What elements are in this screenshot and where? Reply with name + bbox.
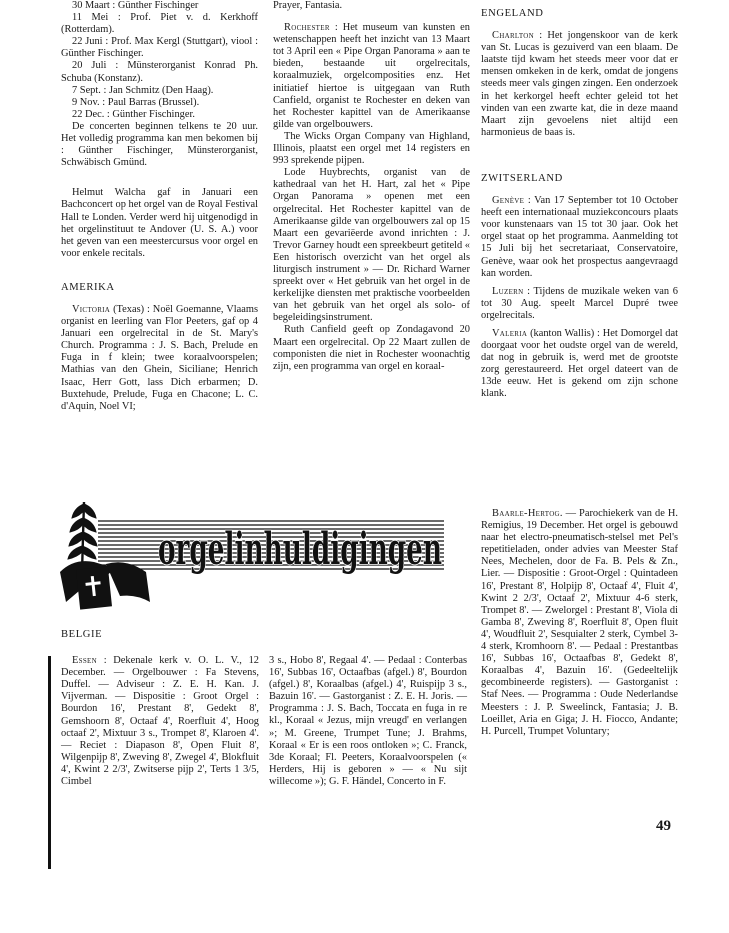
section-heading-zwitserland: ZWITSERLAND: [481, 172, 563, 184]
schedule-line: 22 Dec. : Günther Fischinger.: [72, 108, 195, 120]
geneve-paragraph: [481, 195, 678, 280]
luzern-paragraph: [481, 286, 678, 322]
rochester-text: : Het museum van kunsten en wetenschappen heeft het inzicht van 13 Maart tot 3 April een « Pipe Organ Panorama » aan te bieden, bestaande uit orgelrecitals, koraalmuziek, orgelcomposities enz. Het initiatief hiertoe is uitgegaan van Ruth Canfield, organist te Rochester en deken van het Rochester kapittel van de Amerikaanse gilde van orgelbouwers.: [273, 22, 470, 130]
section-banner: [58, 494, 444, 612]
essen-continued: 3 s., Hobo 8', Regaal 4'. — Pedaal : Conterbas 16', Subbas 16', Octaafbas (afgel.) 8', Bourdon (afgel.) 8', Koraalbas (afgel.) 4', Ruispijp 3 s., Bazuin 16'. — Gastorganist : Z. E. H. Joris. — Programma : J. S. Bach, Toccata en fuga in re kl., Koraal « Jezus, mijn vreugd' en verlangen »; M. Greene, Trumpet Tune; J. Brahms, Koraal « Er is een roos ontloken »; C. Franck, 3de Koraal; Fl. Peeters, Koraalvoorspelen (« Herders, Hij is geboren » — « Nu sijt willecome »); G. F. Händel, Concerto in F.: [269, 655, 467, 787]
schedule-line: 7 Sept. : Jan Schmitz (Den Haag).: [72, 84, 214, 96]
page-number: 49: [656, 818, 671, 834]
concerts-paragraph: De concerten beginnen telkens te 20 uur. Het volledig programma kan men bekomen bij : Günther Fischinger, Münsterorganist, Schwäbisch Gmünd.: [61, 120, 258, 169]
column-left-bottom: [61, 629, 259, 788]
column-left-top: [61, 0, 258, 413]
section-heading-belgie: BELGIE: [61, 629, 103, 640]
column-middle-bottom: [269, 655, 467, 788]
place-name: Essen: [72, 655, 97, 667]
place-name: Victoria: [72, 303, 111, 315]
schedule-line: 22 Juni : Prof. Max Kergl (Stuttgart), viool : Günther Fischinger.: [61, 36, 258, 60]
victoria-paragraph: [61, 304, 258, 413]
place-name: Valeria: [492, 327, 528, 339]
place-name: Genève: [492, 195, 525, 207]
place-name: Baarle-Hertog: [492, 508, 560, 519]
place-name: Charlton: [492, 30, 535, 42]
schedule-line: 30 Maart : Günther Fischinger: [72, 0, 199, 11]
vertical-rule: [48, 656, 51, 869]
section-heading-amerika: AMERIKA: [61, 281, 115, 293]
schedule-line: 11 Mei : Prof. Piet v. d. Kerkhoff (Rotterdam).: [61, 12, 258, 36]
baarle-paragraph: [481, 508, 678, 738]
place-name: Luzern: [492, 285, 524, 297]
valeria-text: (kanton Wallis) : Het Domorgel dat doorgaat voor het oudste orgel van de wereld, dat nog in gebruik is, werd met de grootste zorg gerestaureerd. Het orgel dateert van de 13de eeuw. Het is gekend om zijn schone klank.: [481, 327, 678, 400]
continued-line: Prayer, Fantasia.: [273, 0, 343, 11]
essen-text: : Dekenale kerk v. O. L. V., 12 December. — Orgelbouwer : Fa Stevens, Duffel. — Adviseur : Z. E. H. Kan. J. Vijverman. — Dispositie : Groot Orgel : Bourdon 16', Prestant 8', Gedekt 8', Gemshoorn 8', Octaaf 4', Roerfluit 4', Hoog octaaf 2', Mixtuur 3 s., Trompet 8', Klaroen 4'. — Reciet : Diapason 8', Open Fluit 8', Wilgenpijp 8', Zweving 8', Zwegel 4', Blokfluit 4', Kwint 2 2/3', Zwitserse pijp 2', Terts 1 3/5, Cimbel: [61, 655, 259, 788]
hands-book-icon: [60, 561, 150, 609]
place-name: Rochester: [284, 22, 330, 34]
section-heading-engeland: ENGELAND: [481, 8, 544, 19]
charlton-paragraph: [481, 30, 678, 139]
charlton-text: : Het jongenskoor van de kerk van St. Lucas is gezuiverd van een blaam. De laatste tijd kwam het steeds meer voor dat er mensen omkeken in de kerk, omdat de jongens steeds meer vals gingen zingen. Een onderzoek in het kerkorgel heeft echter geleid tot het vinden van een zwarte kat, die in deze maand Maart zijn gevoelens niet altijd een harmonieus de baas is.: [481, 30, 678, 138]
wicks-paragraph: The Wicks Organ Company van Highland, Illinois, plaatst een orgel met 14 registers en 993 sprekende pijpen.: [273, 130, 470, 167]
rochester-paragraph: [273, 22, 470, 131]
luzern-text: : Tijdens de muzikale weken van 6 tot 30 Aug. speelt Marcel Dupré twee orgelrecitals.: [481, 285, 678, 321]
ruth-paragraph: Ruth Canfield geeft op Zondagavond 20 Maart een orgelrecital. Op 22 Maart zullen de componisten die niet in Rochester woonachtig zijn, een programma van orgel en koraal-: [273, 324, 470, 372]
column-right-bottom: [481, 508, 678, 738]
walcha-paragraph: Helmut Walcha gaf in Januari een Bachconcert op het orgel van de Royal Festival Hall te Londen. Verder werd hij uitgenodigd in het orgelinstituut te Andover (U. S. A.) voor het geven van een meestercursus voor orgel en voor enkele recitals.: [61, 187, 258, 259]
schedule-line: 9 Nov. : Paul Barras (Brussel).: [72, 96, 200, 108]
banner-title: orgelinhuldigingen: [158, 524, 442, 575]
column-right-top: [481, 8, 678, 401]
column-middle-top: [273, 0, 470, 373]
lode-paragraph: Lode Huybrechts, organist van de kathedraal van het H. Hart, zal het « Pipe Organ Panorama » openen met een orgelrecital. Het Rochester kapittel van de Amerikaanse gilde van orgelbouwers zal op 15 Maart een gevariëerde avond inrichten : J. Trevor Garney houdt een spreekbeurt getiteld « Een historisch overzicht van het orgel als liturgisch instrument » — Dr. Richard Warner spreekt over « Het gebruik van het orgel in de kerkelijke diensten met praktische voorbeelden van het gebruik van het orgel als solo- of begeleidingsinstrument.: [273, 167, 470, 324]
victoria-text: (Texas) : Noël Goemanne, Vlaams organist en leerling van Flor Peeters, gaf op 4 Januari een orgelrecital in de St. Mary's Church. Programma : J. S. Bach, Prelude en Fuga in f klein; twee koraalvoorspelen; Mathias van den Ghein, Siciliane; Henrich Isaac, Herr Gott, lass Dich erbarmen; D. Buxtehude, Prelude, Fuga en Chacone; L. C. d'Aquin, Noel VI;: [61, 303, 258, 412]
valeria-paragraph: [481, 328, 678, 401]
essen-paragraph: [61, 655, 259, 788]
baarle-text: . — Parochiekerk van de H. Remigius, 19 December. Het orgel is gebouwd naar het electro-pneumatisch-stelsel met Pel's repetitieladen, onder advies van Meester Staf Nees, Mechelen, door de Fa. B. Pels & Zn., Lier. — Dispositie : Groot-Orgel : Quintadeen 16', Prestant 8', Holpijp 8', Octaaf 4', Fluit 4', Kwint 2 2/3', Octaaf 2', Mixtuur 4-6 sterk, Trompet 8'. — Zwelorgel : Prestant 8', Viola di Gamba 8', Zweving 8', Roerfluit 8', Open fluit 4', Woudfluit 2', Sesquialter 2 sterk, Cymbel 3-4 sterk, Kromhoorn 8'. — Pedaal : Prestantbas 16', Subbas 16', Octaafbas 8', Gedekt 8', Koraalbas 4', Bazuin 16'. (Gedeeltelijk gecombineerde registers). — Gastorganist : Staf Nees. — Programma : Oude Nederlandse Meesters : J. P. Sweelinck, Fantasia; J. B. Loeillet, Aria en Giga; J. H. Fiocco, Andante; H. Purcell, Trumpet Voluntary;: [481, 508, 678, 737]
geneve-text: : Van 17 September tot 10 October heeft een internationaal muziekconcours plaats voor kunstenaars van 15 tot 30 jaar. Ook het orgel staat op het programma. Aanmelding tot 15 Juli bij het secretariaat, Conservatoire, Genève, waar ook het prospectus aangevraagd kan worden.: [481, 195, 678, 279]
schedule-line: 20 Juli : Münsterorganist Konrad Ph. Schuba (Konstanz).: [61, 60, 258, 84]
